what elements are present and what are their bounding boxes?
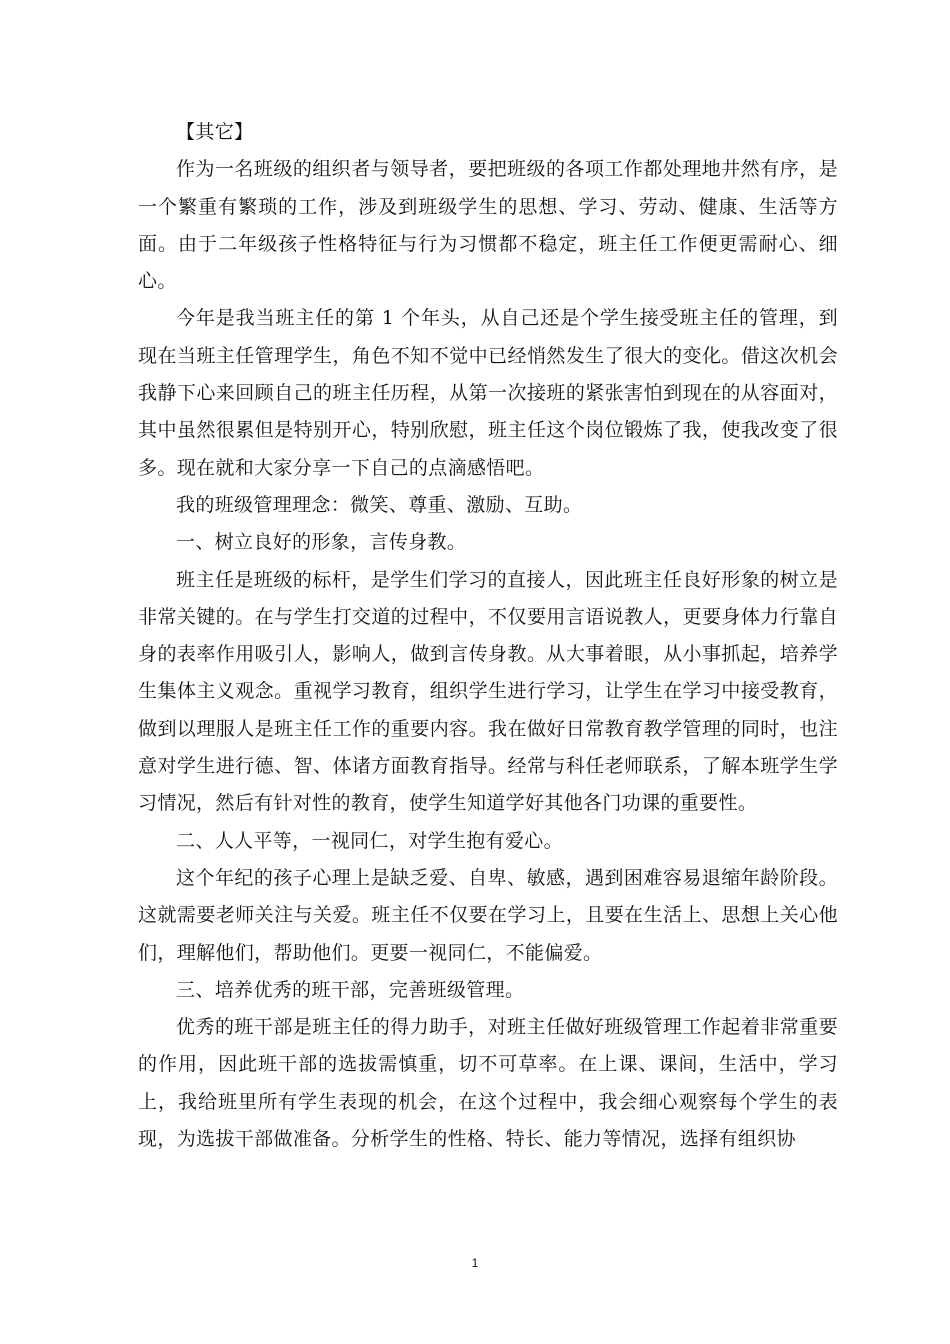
- heading-point-1: 一、树立良好的形象，言传身教。: [176, 531, 467, 554]
- paragraph-experience: 今年是我当班主任的第 1 个年头，从自己还是个学生接受班主任的管理，到现在当班主任管理学生，角色不知不觉中已经悄然发生了很大的变化。借这次机会我静下心来回顾自己的班主任历程，从第一次接班的紧张害怕到现在的从容面对，其中虽然很累但是特别开心，特别欣慰，班主任这个岗位锻炼了我，使我改变了很多。现在就和大家分享一下自己的点滴感悟吧。: [138, 307, 838, 479]
- paragraph-point-3: 优秀的班干部是班主任的得力助手，对班主任做好班级管理工作起着非常重要的作用，因此班干部的选拔需慎重，切不可草率。在上课、课间，生活中，学习上，我给班里所有学生表现的机会，在这个过程中，我会细心观察每个学生的表现，为选拔干部做准备。分析学生的性格、特长、能力等情况，选择有组织协: [138, 1016, 838, 1151]
- paragraph-point-1: 班主任是班级的标杆，是学生们学习的直接人，因此班主任良好形象的树立是非常关键的。在与学生打交道的过程中，不仅要用言语说教人，更要身体力行靠自身的表率作用吸引人，影响人，做到言传身教。从大事着眼，从小事抓起，培养学生集体主义观念。重视学习教育，组织学生进行学习，让学生在学习中接受教育，做到以理服人是班主任工作的重要内容。我在做好日常教育教学管理的同时，也注意对学生进行德、智、体诸方面教育指导。经常与科任老师联系，了解本班学生学习情况，然后有针对性的教育，使学生知道学好其他各门功课的重要性。: [138, 568, 838, 815]
- paragraph-point-2: 这个年纪的孩子心理上是缺乏爱、自卑、敏感，遇到困难容易退缩年龄阶段。这就需要老师关注与关爱。班主任不仅要在学习上，且要在生活上、思想上关心他们，理解他们，帮助他们。更要一视同仁，不能偏爱。: [138, 866, 838, 964]
- page-number: 1: [471, 1256, 479, 1270]
- heading-point-2: 二、人人平等，一视同仁，对学生抱有爱心。: [176, 829, 564, 852]
- heading-point-3: 三、培养优秀的班干部，完善班级管理。: [176, 978, 525, 1001]
- paragraph-philosophy: 我的班级管理理念：微笑、尊重、激励、互助。: [176, 493, 583, 516]
- document-body: [138, 114, 838, 1158]
- paragraph-intro: 作为一名班级的组织者与领导者，要把班级的各项工作都处理地井然有序，是一个繁重有繁琐的工作，涉及到班级学生的思想、学习、劳动、健康、生活等方面。由于二年级孩子性格特征与行为习惯都不稳定，班主任工作便更需耐心、细心。: [138, 158, 838, 293]
- section-heading-other: 【其它】: [176, 121, 254, 143]
